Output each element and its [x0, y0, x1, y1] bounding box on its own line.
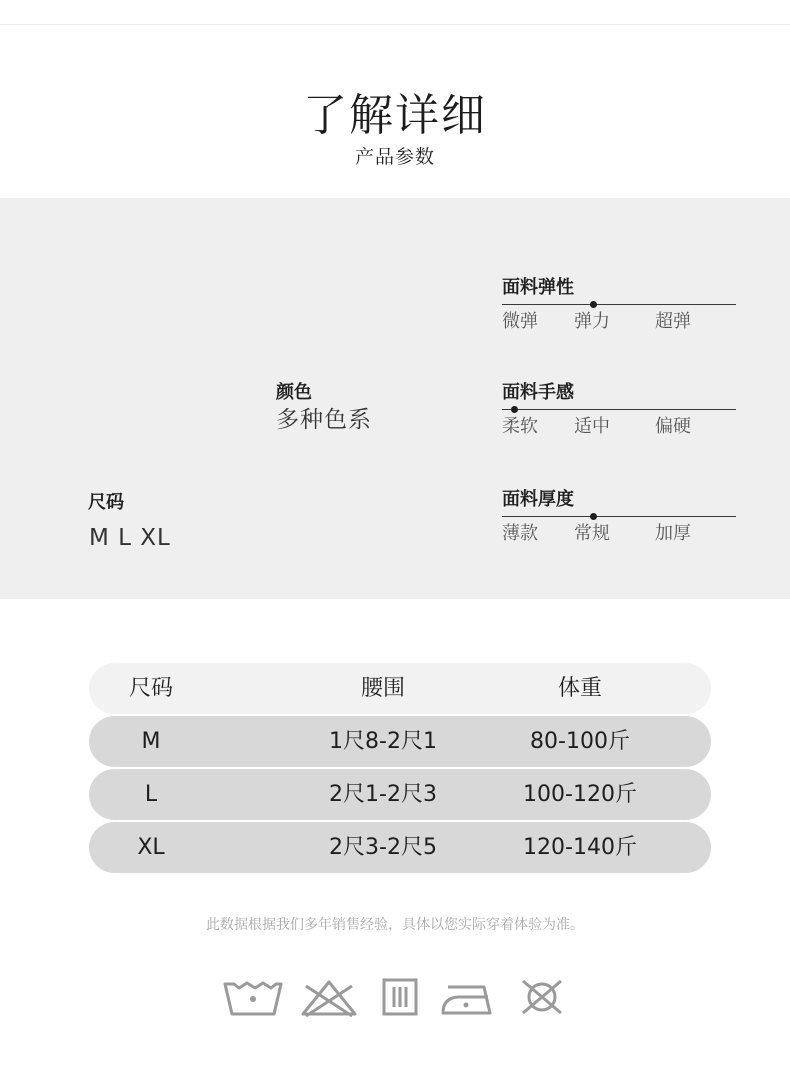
size-label: 尺码: [88, 492, 124, 513]
no-tumble-dry-icon: [518, 976, 566, 1018]
top-divider: [0, 24, 790, 25]
elasticity-title: 面料弹性: [502, 277, 574, 298]
softness-title: 面料手感: [502, 382, 574, 403]
thickness-indicator: [590, 513, 597, 520]
table-row: [89, 769, 711, 820]
care-instructions: [222, 976, 568, 1018]
size-table: [89, 663, 711, 875]
softness-indicator: [511, 406, 518, 413]
thickness-track: [502, 516, 736, 517]
table-cell: L: [144, 782, 158, 807]
color-value: 多种色系: [276, 407, 372, 433]
elasticity-option: 超弹: [655, 311, 691, 332]
softness-option: 偏硬: [655, 416, 691, 437]
no-bleach-icon: [298, 976, 360, 1018]
thickness-title: 面料厚度: [502, 489, 574, 510]
softness-track: [502, 409, 736, 410]
table-cell: XL: [137, 835, 165, 860]
size-disclaimer: 此数据根据我们多年销售经验，具体以您实际穿着体验为准。: [206, 917, 584, 933]
table-cell: M: [141, 729, 161, 754]
elasticity-indicator: [590, 301, 597, 308]
table-row: [89, 716, 711, 767]
table-row: [89, 822, 711, 873]
table-cell: 2尺3-2尺5: [329, 835, 437, 860]
table-cell: 2尺1-2尺3: [329, 782, 437, 807]
thickness-option: 加厚: [655, 523, 691, 544]
softness-scale: [502, 381, 736, 441]
table-cell: 80-100斤: [530, 729, 630, 754]
table-header-cell: 体重: [557, 676, 602, 701]
line-dry-icon: [382, 976, 418, 1018]
table-cell: 120-140斤: [523, 835, 637, 860]
softness-option: 柔软: [502, 416, 538, 437]
table-cell: 1尺8-2尺1: [329, 729, 437, 754]
elasticity-track: [502, 304, 736, 305]
thickness-option: 薄款: [502, 523, 538, 544]
table-cell: 100-120斤: [523, 782, 637, 807]
color-label: 颜色: [276, 382, 312, 403]
page-subtitle: 产品参数: [354, 146, 435, 168]
table-header-cell: 腰围: [360, 676, 405, 701]
size-value: M L XL: [89, 525, 171, 551]
elasticity-option: 微弹: [502, 311, 538, 332]
softness-option: 适中: [574, 416, 610, 437]
thickness-option: 常规: [574, 523, 610, 544]
wash-30-icon: [222, 976, 284, 1018]
table-header-row: [89, 663, 711, 714]
product-params-panel: [0, 198, 790, 599]
thickness-scale: [502, 488, 736, 548]
elasticity-option: 弹力: [574, 311, 610, 332]
page-title: 了解详细: [303, 90, 487, 141]
iron-low-icon: [440, 976, 496, 1018]
table-header-cell: 尺码: [128, 676, 173, 701]
elasticity-scale: [502, 276, 736, 336]
